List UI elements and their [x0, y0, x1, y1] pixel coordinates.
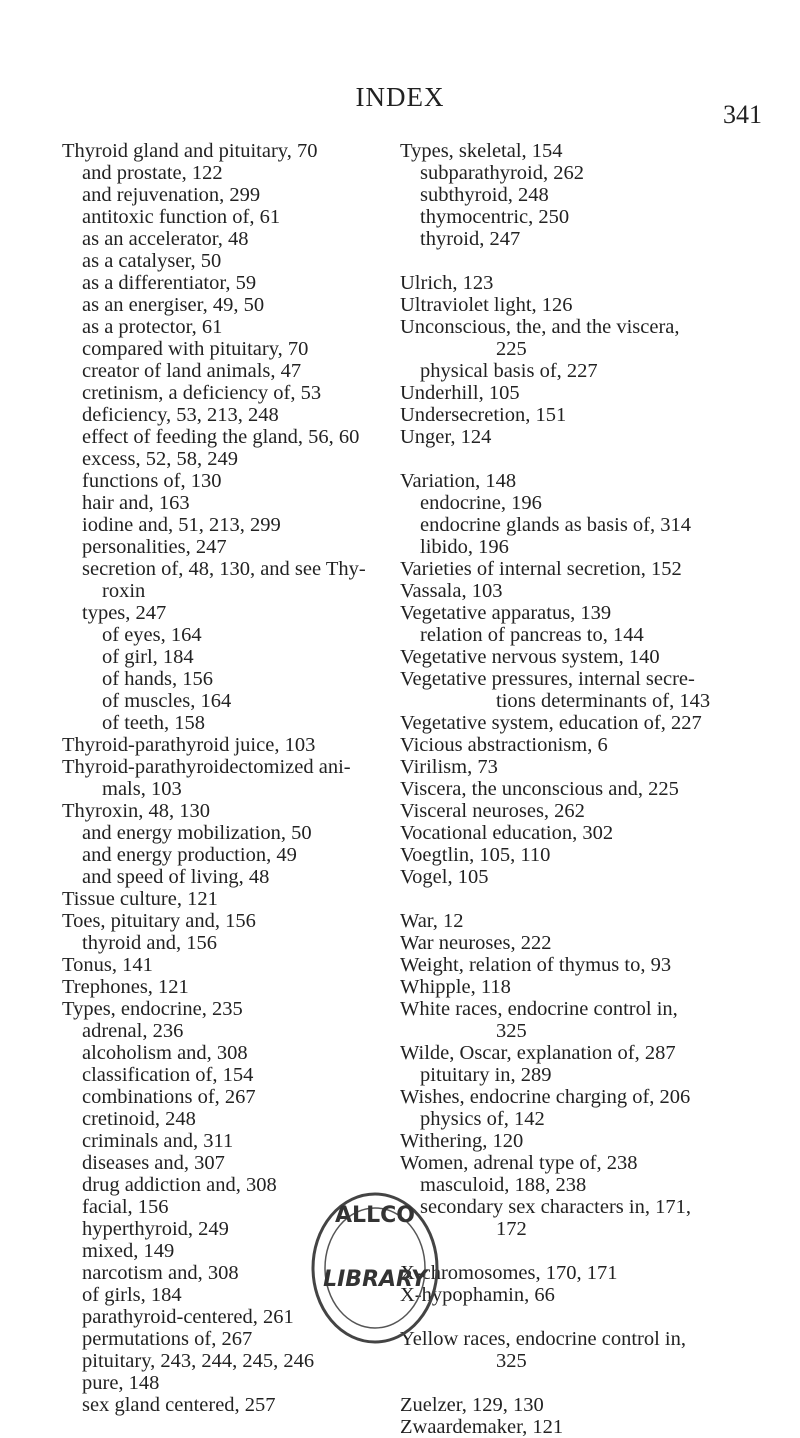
- index-subentry: adrenal, 236: [82, 1020, 184, 1042]
- index-entry: Types, skeletal, 154: [400, 140, 563, 162]
- index-subentry: pure, 148: [82, 1372, 160, 1394]
- index-subentry: cretinoid, 248: [82, 1108, 196, 1130]
- index-entry: Toes, pituitary and, 156: [62, 910, 256, 932]
- index-entry: Viscera, the unconscious and, 225: [400, 778, 679, 800]
- entry-gap: [400, 448, 775, 470]
- index-subentry: sex gland centered, 257: [82, 1394, 276, 1416]
- index-entry: Vicious abstractionism, 6: [400, 734, 608, 756]
- index-subentry: creator of land animals, 47: [82, 360, 302, 382]
- index-entry: White races, endocrine control in,: [400, 998, 678, 1020]
- index-subentry: pituitary, 243, 244, 245, 246: [82, 1350, 315, 1372]
- index-entry: War neuroses, 222: [400, 932, 552, 954]
- index-subentry: functions of, 130: [82, 470, 222, 492]
- index-entry: Zwaardemaker, 121: [400, 1416, 564, 1438]
- index-subentry: combinations of, 267: [82, 1086, 256, 1108]
- index-subentry: of teeth, 158: [102, 712, 206, 734]
- entry-gap: [400, 1306, 775, 1328]
- index-entry: Thyroxin, 48, 130: [62, 800, 211, 822]
- index-subentry: and prostate, 122: [82, 162, 223, 184]
- index-subentry: compared with pituitary, 70: [82, 338, 309, 360]
- stamp-top-text: ALLCO: [335, 1203, 415, 1228]
- index-entry: Voegtlin, 105, 110: [400, 844, 551, 866]
- page-number: 341: [723, 100, 762, 129]
- index-entry: Ultraviolet light, 126: [400, 294, 573, 316]
- index-entry: Tonus, 141: [62, 954, 153, 976]
- index-subentry: as a protector, 61: [82, 316, 223, 338]
- index-subentry: deficiency, 53, 213, 248: [82, 404, 279, 426]
- index-entry: Underhill, 105: [400, 382, 520, 404]
- index-entry: Whipple, 118: [400, 976, 511, 998]
- index-subentry: of muscles, 164: [102, 690, 232, 712]
- index-subentry: types, 247: [82, 602, 167, 624]
- index-subentry: subthyroid, 248: [420, 184, 549, 206]
- index-entry: Undersecretion, 151: [400, 404, 567, 426]
- index-subentry: effect of feeding the gland, 56, 60: [82, 426, 360, 448]
- index-subentry: drug addiction and, 308: [82, 1174, 277, 1196]
- index-subentry: as a catalyser, 50: [82, 250, 222, 272]
- index-subentry: physics of, 142: [420, 1108, 545, 1130]
- index-subentry: cretinism, a deficiency of, 53: [82, 382, 322, 404]
- index-subentry: and energy mobilization, 50: [82, 822, 312, 844]
- index-entry: Unger, 124: [400, 426, 492, 448]
- index-entry: Vassala, 103: [400, 580, 503, 602]
- index-entry: Wilde, Oscar, explanation of, 287: [400, 1042, 676, 1064]
- index-subentry: relation of pancreas to, 144: [420, 624, 644, 646]
- index-subentry: physical basis of, 227: [420, 360, 598, 382]
- index-subentry: of girls, 184: [82, 1284, 182, 1306]
- index-subentry: thyroid and, 156: [82, 932, 217, 954]
- entry-gap: [400, 1240, 775, 1262]
- index-subentry: mals, 103: [102, 778, 182, 800]
- index-entry: Vegetative pressures, internal secre-: [400, 668, 695, 690]
- index-entry: Weight, relation of thymus to, 93: [400, 954, 672, 976]
- index-subentry: alcoholism and, 308: [82, 1042, 248, 1064]
- index-subentry: 225: [496, 338, 527, 360]
- index-entry: Varieties of internal secretion, 152: [400, 558, 682, 580]
- entry-gap: [400, 888, 775, 910]
- index-entry: X-hypophamin, 66: [400, 1284, 555, 1306]
- index-subentry: pituitary in, 289: [420, 1064, 552, 1086]
- index-subentry: mixed, 149: [82, 1240, 175, 1262]
- index-subentry: of girl, 184: [102, 646, 194, 668]
- entry-gap: [400, 1372, 775, 1394]
- index-subentry: 172: [496, 1218, 527, 1240]
- index-column-right: [400, 140, 775, 1438]
- index-subentry: of eyes, 164: [102, 624, 202, 646]
- index-subentry: personalities, 247: [82, 536, 227, 558]
- index-entry: Women, adrenal type of, 238: [400, 1152, 638, 1174]
- index-entry: Thyroid-parathyroidectomized ani-: [62, 756, 351, 778]
- index-subentry: subparathyroid, 262: [420, 162, 584, 184]
- index-entry: X-chromosomes, 170, 171: [400, 1262, 618, 1284]
- index-subentry: and rejuvenation, 299: [82, 184, 261, 206]
- index-entry: Wishes, endocrine charging of, 206: [400, 1086, 691, 1108]
- index-entry: Vogel, 105: [400, 866, 489, 888]
- index-subentry: iodine and, 51, 213, 299: [82, 514, 281, 536]
- index-entry: War, 12: [400, 910, 464, 932]
- index-entry: Thyroid-parathyroid juice, 103: [62, 734, 316, 756]
- index-entry: Variation, 148: [400, 470, 517, 492]
- index-subentry: thymocentric, 250: [420, 206, 570, 228]
- index-subentry: diseases and, 307: [82, 1152, 225, 1174]
- running-head-title: INDEX: [355, 82, 445, 112]
- index-subentry: hair and, 163: [82, 492, 190, 514]
- index-subentry: as an energiser, 49, 50: [82, 294, 265, 316]
- index-subentry: narcotism and, 308: [82, 1262, 239, 1284]
- index-subentry: 325: [496, 1350, 527, 1372]
- index-subentry: 325: [496, 1020, 527, 1042]
- index-subentry: facial, 156: [82, 1196, 169, 1218]
- index-entry: Vegetative nervous system, 140: [400, 646, 660, 668]
- index-entry: Vegetative apparatus, 139: [400, 602, 612, 624]
- index-entry: Tissue culture, 121: [62, 888, 218, 910]
- index-subentry: and speed of living, 48: [82, 866, 270, 888]
- index-subentry: excess, 52, 58, 249: [82, 448, 239, 470]
- index-subentry: secondary sex characters in, 171,: [420, 1196, 691, 1218]
- index-subentry: roxin: [102, 580, 146, 602]
- index-subentry: and energy production, 49: [82, 844, 297, 866]
- entry-gap: [400, 250, 775, 272]
- index-subentry: criminals and, 311: [82, 1130, 234, 1152]
- index-subentry: permutations of, 267: [82, 1328, 253, 1350]
- index-entry: Yellow races, endocrine control in,: [400, 1328, 686, 1350]
- index-entry: Ulrich, 123: [400, 272, 494, 294]
- index-entry: Vocational education, 302: [400, 822, 614, 844]
- index-subentry: classification of, 154: [82, 1064, 254, 1086]
- library-stamp: [300, 1186, 450, 1350]
- index-subentry: parathyroid-centered, 261: [82, 1306, 294, 1328]
- index-subentry: antitoxic function of, 61: [82, 206, 281, 228]
- index-subentry: as a differentiator, 59: [82, 272, 257, 294]
- index-subentry: endocrine glands as basis of, 314: [420, 514, 691, 536]
- index-subentry: thyroid, 247: [420, 228, 521, 250]
- stamp-center-text: LIBRARY: [323, 1267, 427, 1292]
- index-subentry: secretion of, 48, 130, and see Thy-: [82, 558, 366, 580]
- index-entry: Vegetative system, education of, 227: [400, 712, 702, 734]
- index-entry: Thyroid gland and pituitary, 70: [62, 140, 318, 162]
- index-subentry: of hands, 156: [102, 668, 214, 690]
- index-subentry: hyperthyroid, 249: [82, 1218, 229, 1240]
- index-entry: Withering, 120: [400, 1130, 524, 1152]
- index-entry: Virilism, 73: [400, 756, 498, 778]
- index-subentry: masculoid, 188, 238: [420, 1174, 587, 1196]
- index-entry: Unconscious, the, and the viscera,: [400, 316, 680, 338]
- index-subentry: tions determinants of, 143: [496, 690, 711, 712]
- index-entry: Trephones, 121: [62, 976, 189, 998]
- index-entry: Zuelzer, 129, 130: [400, 1394, 544, 1416]
- index-entry: Visceral neuroses, 262: [400, 800, 585, 822]
- index-subentry: libido, 196: [420, 536, 509, 558]
- index-subentry: endocrine, 196: [420, 492, 542, 514]
- index-subentry: as an accelerator, 48: [82, 228, 249, 250]
- index-entry: Types, endocrine, 235: [62, 998, 243, 1020]
